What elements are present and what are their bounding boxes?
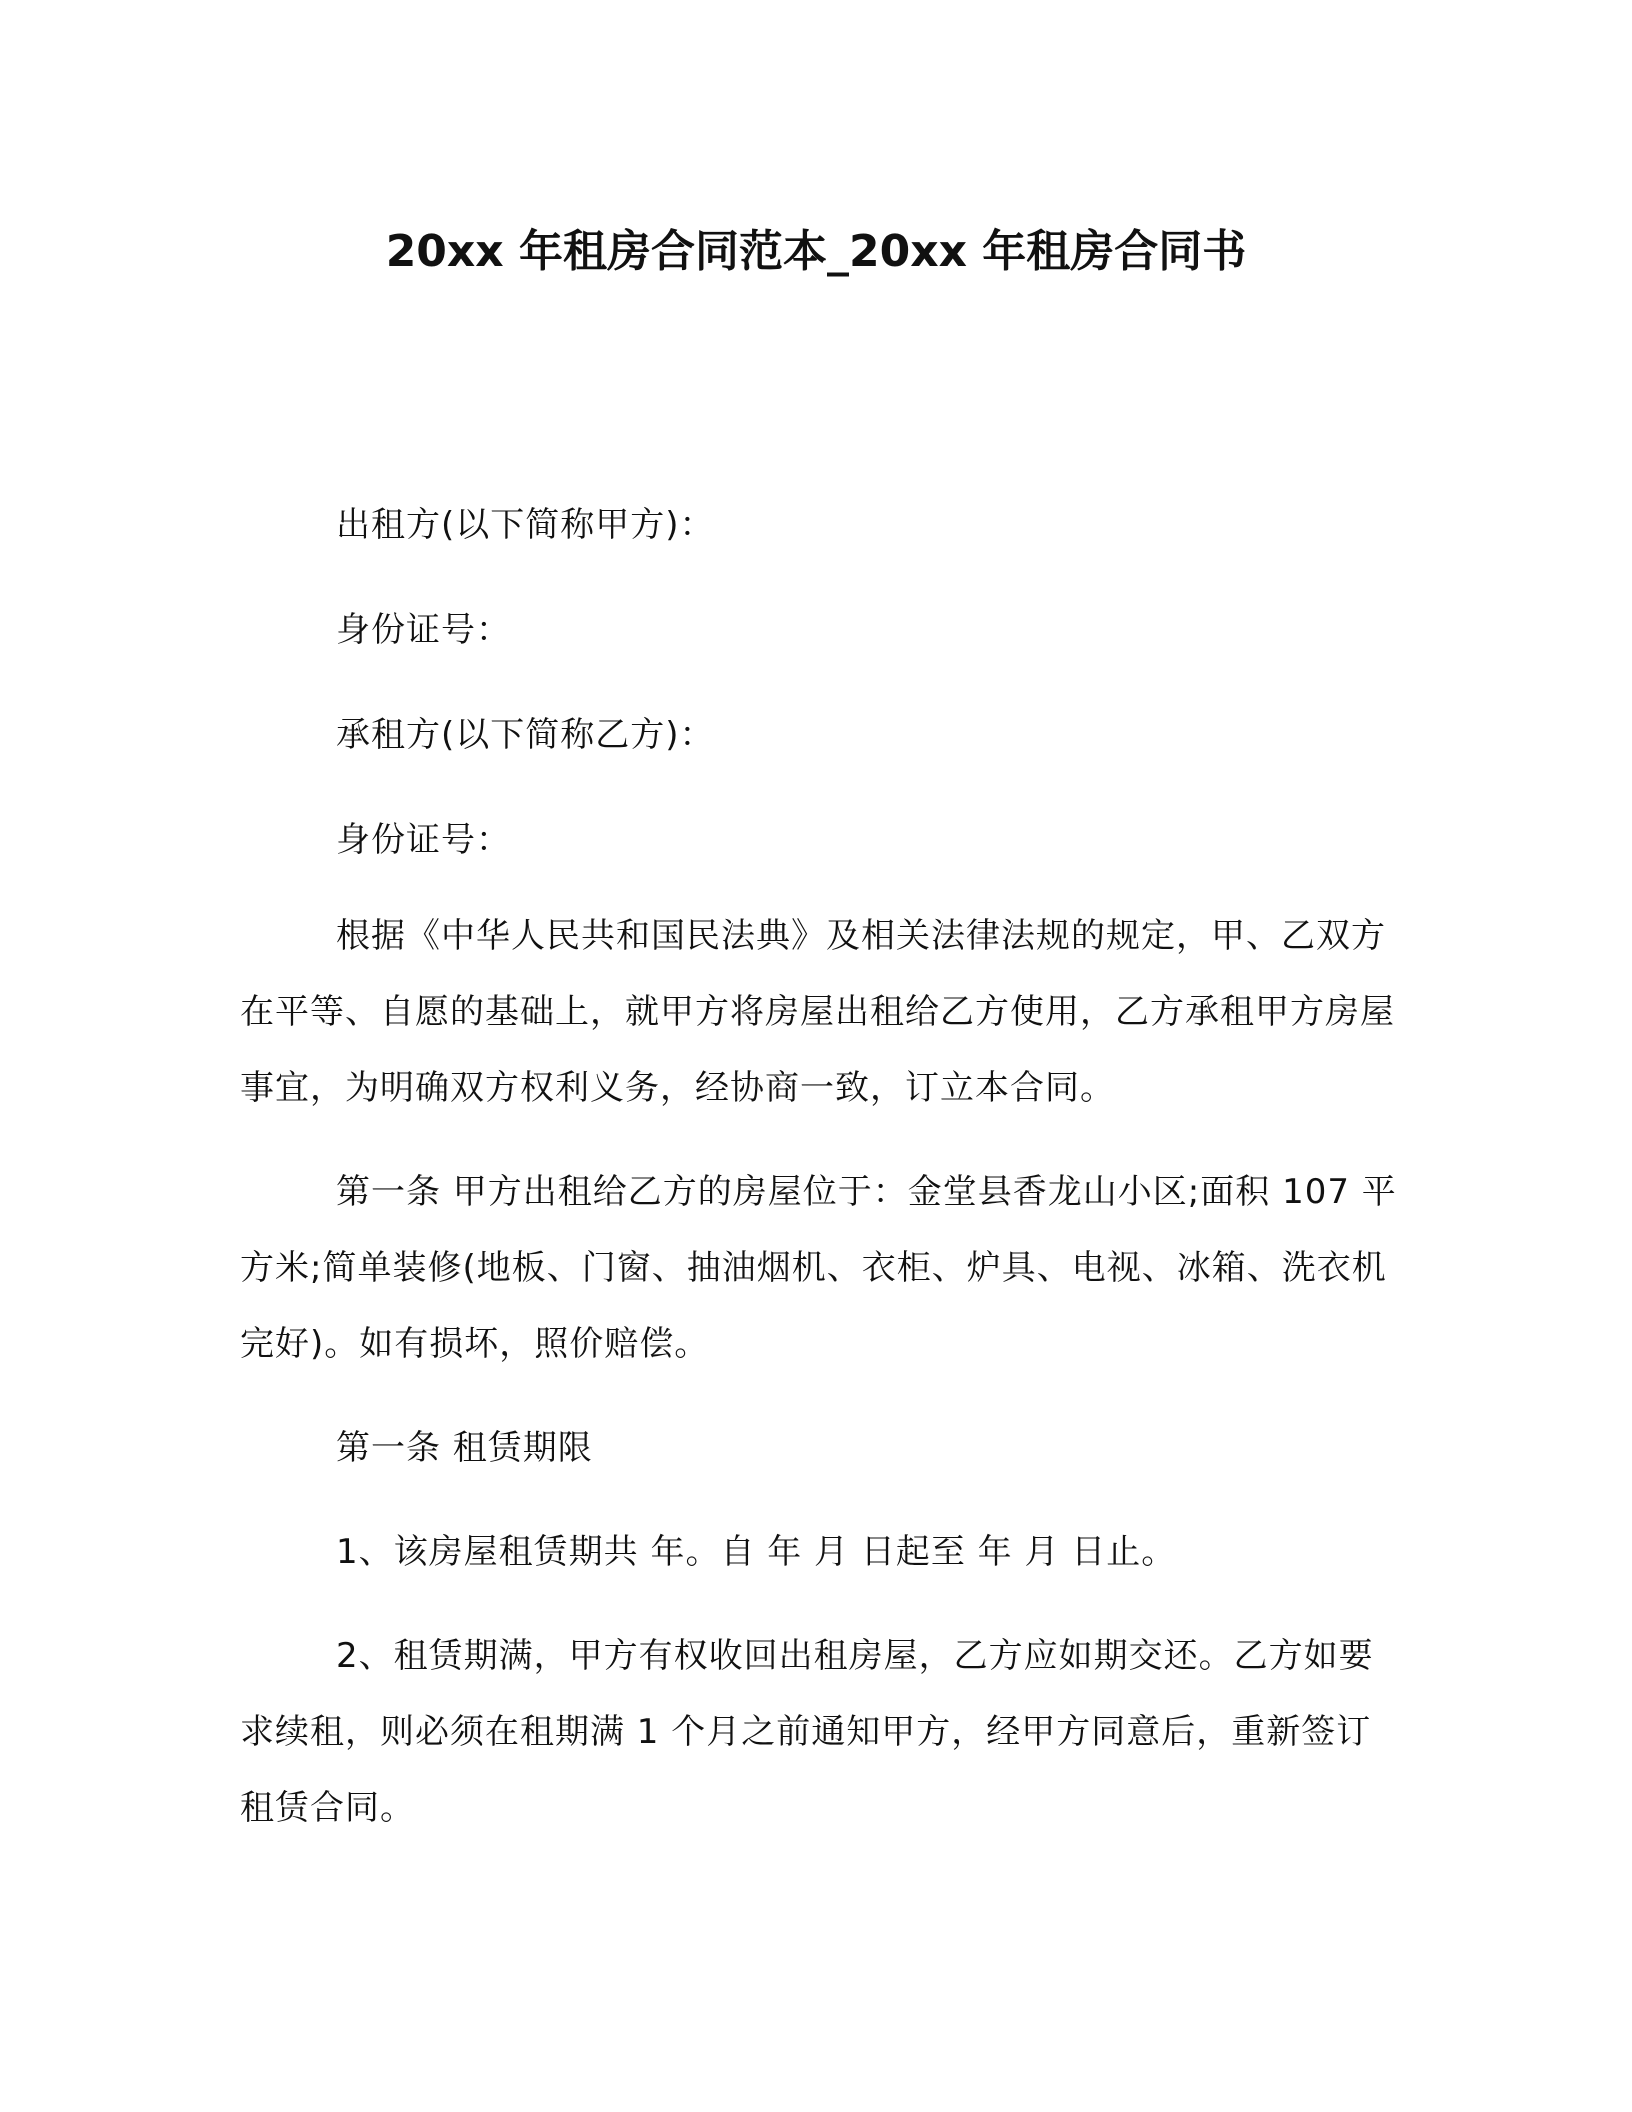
- preamble-paragraph: 根据《中华人民共和国民法典》及相关法律法规的规定，甲、乙双方在平等、自愿的基础上，就甲方将房屋出租给乙方使用，乙方承租甲方房屋事宜，为明确双方权利义务，经协商一致，订立本合同。: [240, 916, 1395, 1108]
- lessee-id-field: 身份证号：: [336, 820, 511, 860]
- article-term-heading: 第一条 租赁期限: [336, 1428, 593, 1468]
- lessee-field: 承租方(以下简称乙方)：: [336, 715, 715, 755]
- lessor-id-field: 身份证号：: [336, 610, 511, 650]
- term-clause-1: 1、该房屋租赁期共 年。自 年 月 日起至 年 月 日止。: [336, 1532, 1177, 1572]
- term-clause-2: 2、租赁期满，甲方有权收回出租房屋，乙方应如期交还。乙方如要求续租，则必须在租期满 1 个月之前通知甲方，经甲方同意后，重新签订租赁合同。: [240, 1636, 1374, 1828]
- document-title: 20xx 年租房合同范本_20xx 年租房合同书: [385, 226, 1247, 277]
- article-property-paragraph: 第一条 甲方出租给乙方的房屋位于：金堂县香龙山小区;面积 107 平方米;简单装修(地板、门窗、抽油烟机、衣柜、炉具、电视、冰箱、洗衣机完好)。如有损坏，照价赔偿。: [240, 1172, 1397, 1364]
- contract-body: [240, 898, 1400, 1846]
- lessor-field: 出租方(以下简称甲方)：: [336, 505, 715, 545]
